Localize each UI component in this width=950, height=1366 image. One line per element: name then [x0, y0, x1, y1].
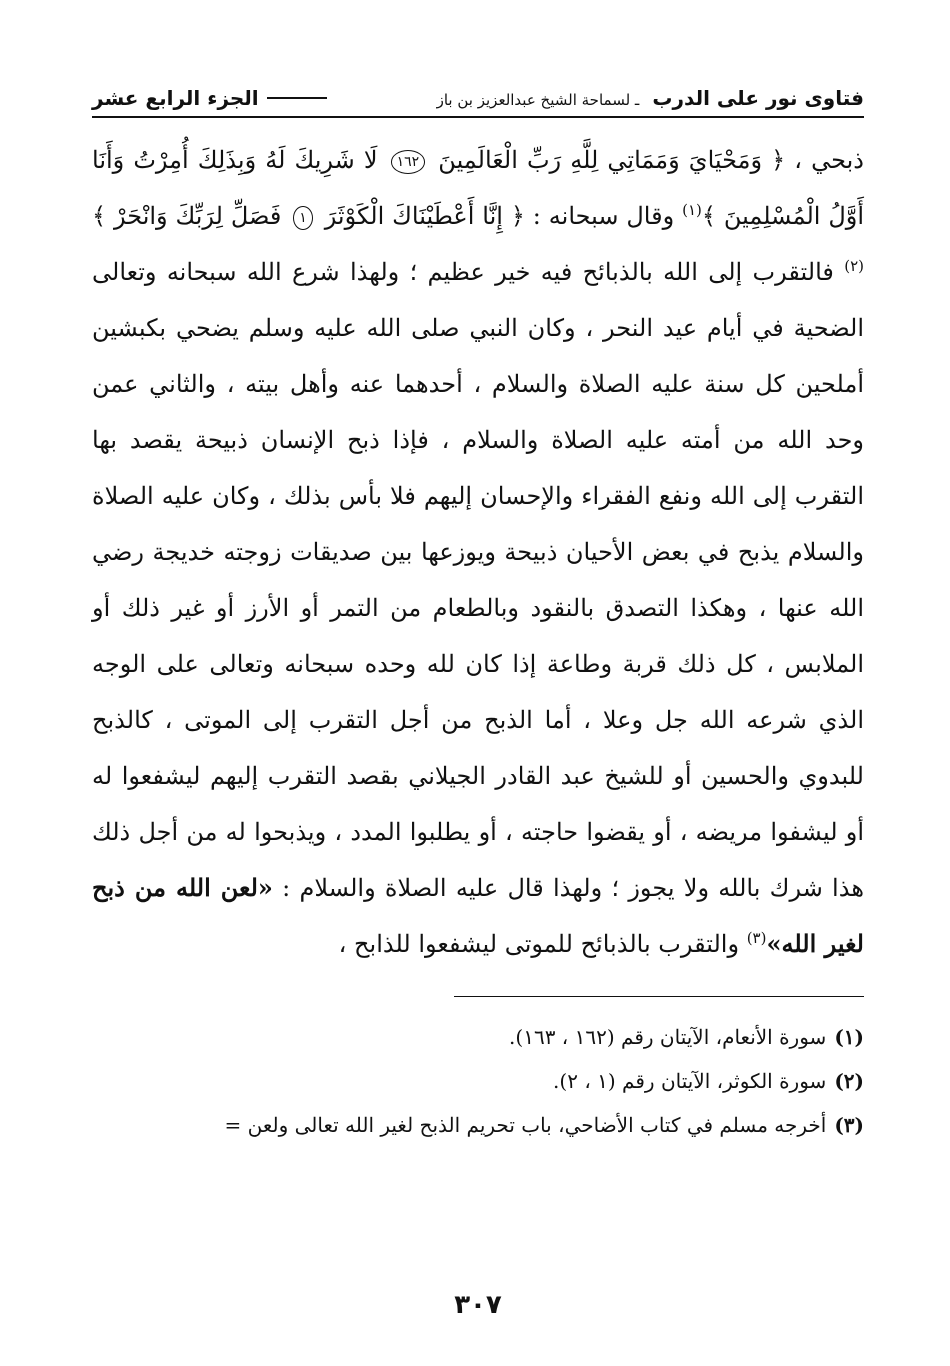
running-header-book: [437, 86, 864, 110]
footnote-ref: (٣): [746, 929, 767, 947]
footnote-text: سورة الكوثر، الآيتان رقم (١ ، ٢).: [553, 1069, 827, 1093]
footnote-ref: (٢): [844, 257, 864, 275]
text-run: وقال سبحانه : ﴿ إِنَّا أَعْطَيْنَاكَ الْكَوْثَرَ: [324, 202, 675, 230]
footnote-text: سورة الأنعام، الآيتان رقم (١٦٢ ، ١٦٣).: [509, 1025, 827, 1049]
quran-verse: لَا شَرِيكَ لَهُ وَبِذَلِكَ أُمِرْتُ وَأَنَا أَوَّلُ الْمُسْلِمِينَ ﴾: [92, 146, 865, 230]
hadith-quote: «لعن الله من ذبح لغير الله»: [92, 873, 864, 958]
header-dash: [267, 97, 327, 99]
footnote-number: (١): [834, 1025, 864, 1049]
footnotes: [92, 1015, 864, 1147]
book-title: فتاوى نور على الدرب: [652, 86, 864, 110]
running-header: [92, 80, 864, 118]
text-run: والتقرب بالذبائح للموتى ليشفعوا للذابح ،: [338, 930, 740, 958]
text-run: فالتقرب إلى الله بالذبائح فيه خير عظيم ؛ ولهذا شرع الله سبحانه وتعالى الضحية في أيام عيد النحر ، وكان النبي صلى الله عليه وسلم يضحي بكبشين أملحين كل سنة عليه الصلاة والسلام ، أحدهما عنه وأهل بيته ، والثاني عمن وحد الله من أمته عليه الصلاة والسلام ، فإذا ذبح الإنسان ذبيحة يقصد بها التقرب إلى الله ونفع الفقراء والإحسان إليهم فلا بأس بذلك ، وكان عليه الصلاة والسلام يذبح في بعض الأحيان ذبيحة ويوزعها بين صديقات زوجته خديجة رضي الله عنها ، وهكذا التصدق بالنقود وبالطعام من التمر أو الأرز أو غير ذلك أو الملابس ، كل ذلك قربة وطاعة إذا كان لله وحده سبحانه وتعالى على الوجه الذي شرعه الله جل وعلا ، أما الذبح من أجل التقرب إلى الموتى ، كالذبح للبدوي والحسين أو للشيخ عبد القادر الجيلاني بقصد التقرب إليهم ليشفعوا له أو ليشفوا مريضه ، أو يقضوا حاجته ، أو يطلبوا المدد ، ويذبحوا له من أجل ذلك هذا شرك بالله ولا يجوز ؛ ولهذا قال عليه الصلاة والسلام :: [92, 258, 865, 902]
ayah-number: ١: [293, 206, 313, 230]
footnote-number: (٣): [834, 1113, 864, 1137]
author-name: ـ لسماحة الشيخ عبدالعزيز بن باز: [436, 91, 640, 109]
ayah-number: ١٦٢: [391, 150, 426, 174]
running-header-part: [92, 86, 327, 110]
quran-verse: ذبحي ، ﴿ وَمَحْيَايَ وَمَمَاتِي لِلَّهِ رَبِّ الْعَالَمِينَ: [438, 146, 864, 174]
footnote-number: (٢): [834, 1069, 864, 1093]
page-number: ٣٠٧: [454, 1290, 502, 1320]
document-page: [92, 80, 864, 1330]
footnote-divider: [454, 996, 864, 997]
footnote-text: أخرجه مسلم في كتاب الأضاحي، باب تحريم الذبح لغير الله تعالى ولعن =: [224, 1113, 827, 1137]
main-text: [92, 132, 864, 972]
paragraph: [92, 132, 864, 972]
footnote-ref: (١): [682, 201, 702, 219]
part-title: الجزء الرابع عشر: [92, 86, 259, 110]
footnote-item: [92, 1015, 864, 1059]
quran-verse: فَصَلِّ لِرَبِّكَ وَانْحَرْ ﴾: [92, 202, 282, 230]
footnote-item: [92, 1059, 864, 1103]
footnote-item: [92, 1103, 864, 1147]
